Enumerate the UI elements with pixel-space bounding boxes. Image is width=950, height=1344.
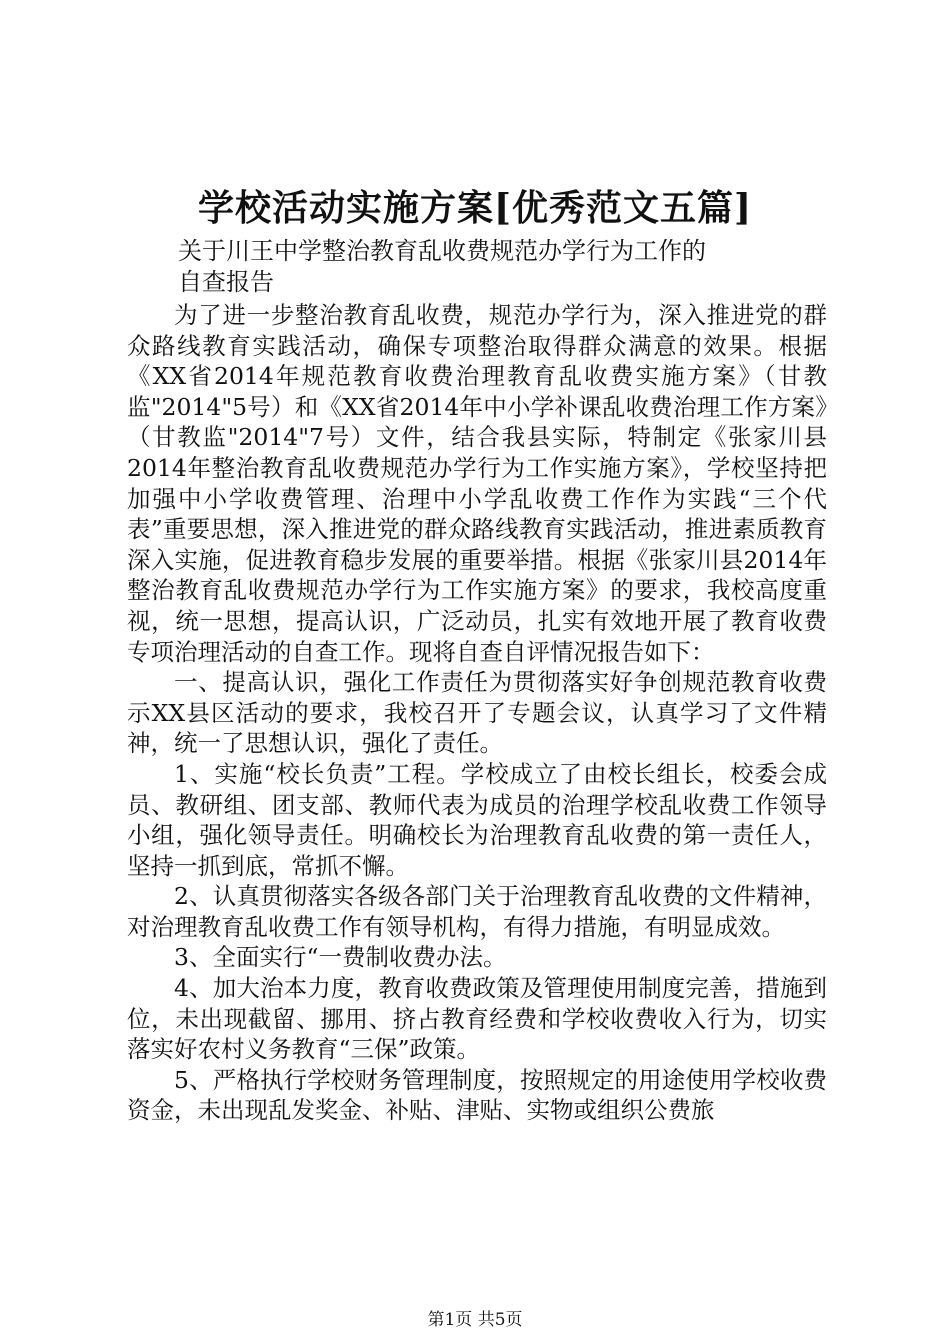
paragraph-item-1: 1、实施“校长负责”工程。学校成立了由校长组长，校委会成员、教研组、团支部、教师代表为成员的治理学校乱收费工作领导小组，强化领导责任。明确校长为治理教育乱收费的第一责任人，坚持一抓到底，常抓不懈。 xyxy=(127,759,827,880)
document-subtitle xyxy=(178,236,706,298)
paragraph-item-5: 5、严格执行学校财务管理制度，按照规定的用途使用学校收费资金，未出现乱发奖金、补贴、津贴、实物或组织公费旅 xyxy=(127,1065,827,1125)
subtitle-line-1: 关于川王中学整治教育乱收费规范办学行为工作的 xyxy=(178,237,706,265)
paragraph-intro: 为了进一步整治教育乱收费，规范办学行为，深入推进党的群众路线教育实践活动，确保专项整治取得群众满意的效果。根据《XX省2014年规范教育收费治理教育乱收费实施方案》（甘教监"2014"5号）和《XX省2014年中小学补课乱收费治理工作方案》（甘教监"2014"7号）文件，结合我县实际，特制定《张家川县2014年整治教育乱收费规范办学行为工作实施方案》，学校坚持把加强中小学收费管理、治理中小学乱收费工作作为实践“三个代表”重要思想，深入推进党的群众路线教育实践活动，推进素质教育深入实施，促进教育稳步发展的重要举措。根据《张家川县2014年整治教育乱收费规范办学行为工作实施方案》的要求，我校高度重视，统一思想，提高认识，广泛动员，扎实有效地开展了教育收费专项治理活动的自查工作。现将自查自评情况报告如下： xyxy=(127,301,827,666)
paragraph-item-2: 2、认真贯彻落实各级各部门关于治理教育乱收费的文件精神，对治理教育乱收费工作有领导机构，有得力措施，有明显成效。 xyxy=(127,882,827,941)
document-title: 学校活动实施方案[优秀范文五篇] xyxy=(197,187,753,229)
document-body xyxy=(127,300,827,1126)
paragraph-item-4: 4、加大治本力度，教育收费政策及管理使用制度完善，措施到位，未出现截留、挪用、挤占教育经费和学校收费收入行为，切实落实好农村义务教育“三保”政策。 xyxy=(127,974,827,1064)
paragraph-item-3: 3、全面实行“一费制收费办法。 xyxy=(174,943,507,972)
page-number: 第1页 共5页 xyxy=(427,1310,523,1330)
paragraph-section-1: 一、提高认识，强化工作责任为贯彻落实好争创规范教育收费示XX县区活动的要求，我校召开了专题会议，认真学习了文件精神，统一了思想认识，强化了责任。 xyxy=(127,668,827,758)
subtitle-line-2: 自查报告 xyxy=(178,268,274,296)
